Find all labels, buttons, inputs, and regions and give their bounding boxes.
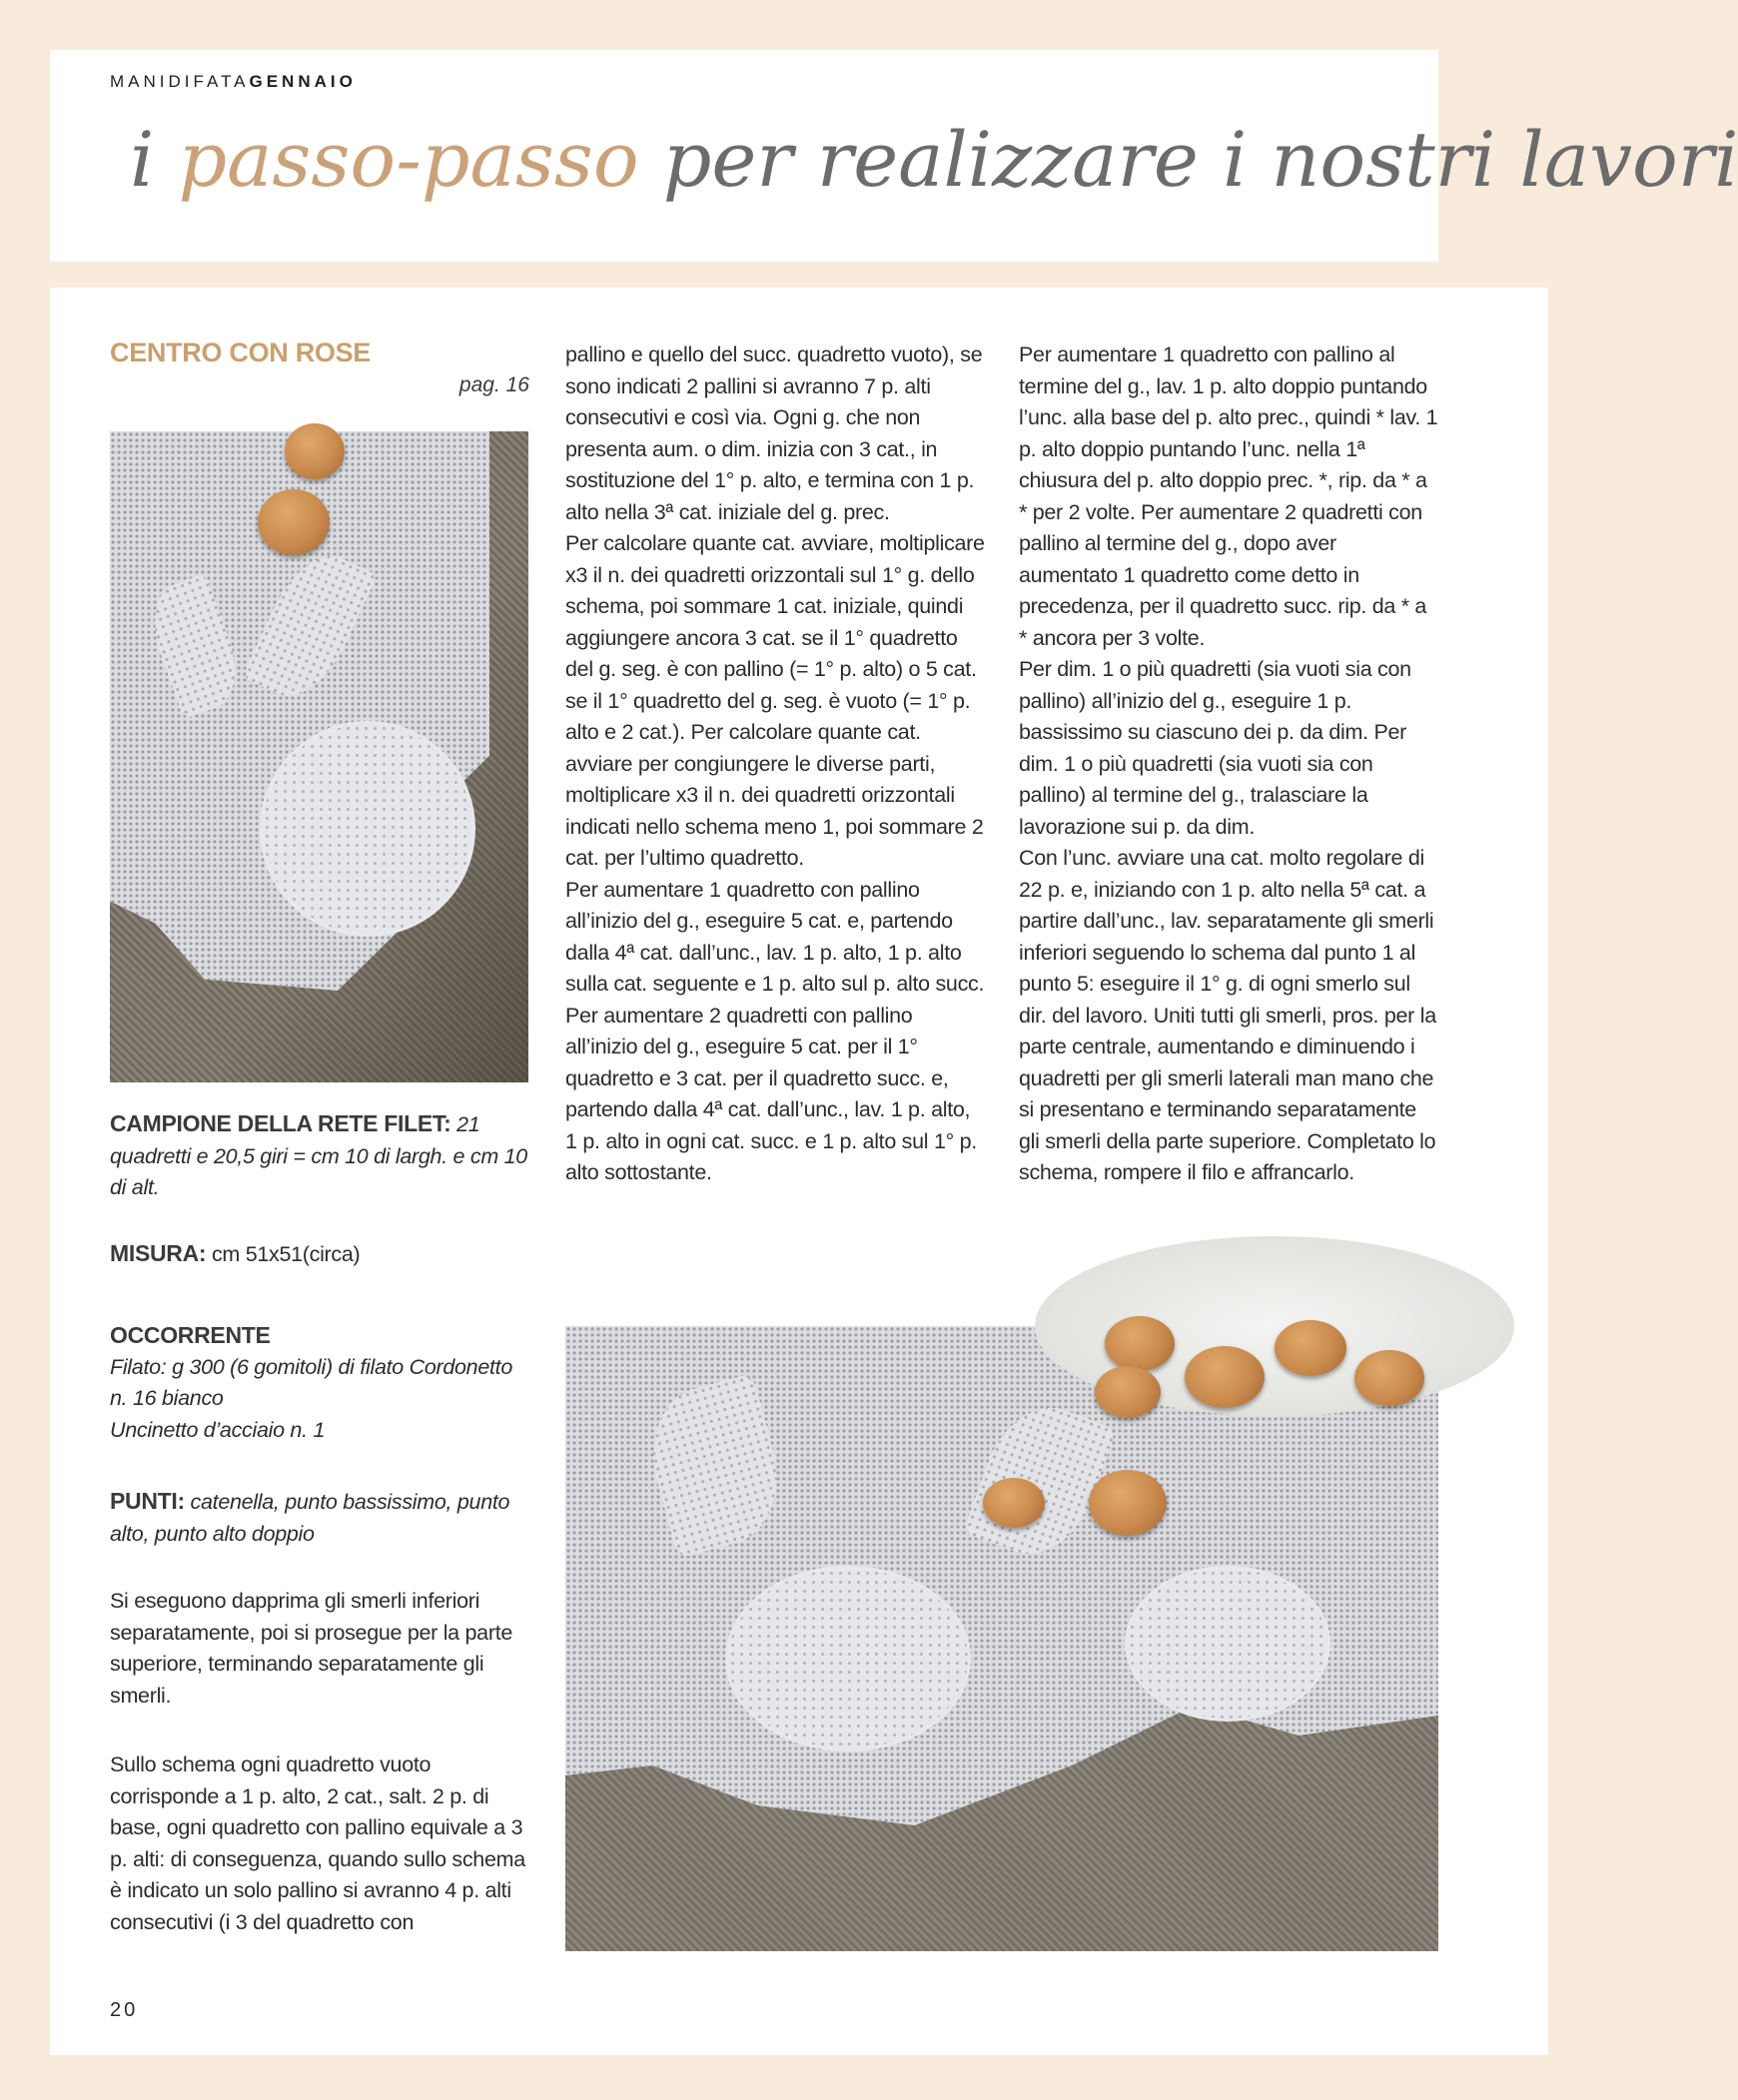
materials-line: Filato: g 300 (6 gomitoli) di filato Cordonetto xyxy=(110,1354,512,1379)
column-3 xyxy=(1019,340,1438,1189)
materials-label: OCCORRENTE xyxy=(110,1322,271,1348)
page-title xyxy=(130,115,1738,204)
cookie xyxy=(1095,1366,1161,1418)
doily-detail-photo xyxy=(110,431,528,1082)
doily-main-photo xyxy=(565,1326,1438,1951)
running-head xyxy=(110,72,357,92)
materials-block xyxy=(110,1320,529,1446)
size-label: MISURA: xyxy=(110,1240,207,1266)
page-number: 20 xyxy=(110,1999,139,2021)
title-lead: i xyxy=(130,115,179,204)
col3-paragraph-1: Per aumentare 1 quadretto con pallino al termine del g., lav. 1 p. alto doppio puntando l’unc. alla base del p. alto prec., quindi * lav. 1 p. alto doppio puntando l’unc. nella 1ª chiusura del p. alto doppio prec. *, rip. da * a * per 2 volte. Per aumentare 2 quadretti con pallino al termine del g., dopo aver aumentato 1 quadretto come detto in precedenza, per il quadretto succ. rip. da * a * ancora per 3 volte. xyxy=(1019,343,1438,650)
col3-paragraph-2: Per dim. 1 o più quadretti (sia vuoti sia con pallino) all’inizio del g., eseguire 1 p. bassissimo su ciascuno dei p. da dim. Per dim. 1 o più quadretti (sia vuoti sia con pallino) al termine del g., tralasciare la lavorazione sui p. da dim. xyxy=(1019,657,1411,839)
title-rest: per realizzare i nostri lavori xyxy=(638,115,1738,204)
cookie xyxy=(1105,1316,1175,1371)
rose-motif xyxy=(725,1566,971,1751)
running-head-prefix: MANIDIFATA xyxy=(110,72,250,91)
page-reference: pag. 16 xyxy=(458,373,529,396)
column-2 xyxy=(565,340,985,1189)
col2-paragraph-2: Per calcolare quante cat. avviare, moltiplicare x3 il n. dei quadretti orizzontali sul 1° g. dello schema, poi sommare 1 cat. iniziale, quindi aggiungere ancora 3 cat. se il 1° quadretto del g. seg. è con pallino (= 1° p. alto) o 5 cat. se il 1° quadretto del g. seg. è vuoto (= 1° p. alto e 2 cat.). Per calcolare quante cat. avviare per congiungere le diverse parti, moltiplicare x3 il n. dei quadretti orizzontali indicati nello schema meno 1, poi sommare 2 cat. per l’ultimo quadretto. xyxy=(565,531,985,870)
col2-paragraph-1: pallino e quello del succ. quadretto vuoto), se sono indicati 2 pallini si avranno 7 p. alti consecutivi e così via. Ogni g. che non presenta aum. o dim. inizia con 3 cat., in sostituzione del 1° p. alto, e termina con 1 p. alto nella 3ª cat. iniziale del g. prec. xyxy=(565,343,983,524)
col2-paragraph-3: Per aumentare 1 quadretto con pallino all’inizio del g., eseguire 5 cat. e, partendo dalla 4ª cat. dall’unc., lav. 1 p. alto, 1 p. alto sulla cat. seguente e 1 p. alto sul p. alto succ. Per aumentare 2 quadretti con pallino all’inizio del g., eseguire 5 cat. per il 1° quadretto e 3 cat. per il quadretto succ. e, partendo dalla 4ª cat. dall’unc., lav. 1 p. alto, 1 p. alto in ogni cat. succ. e 1 p. alto sul 1° p. alto sottostante. xyxy=(565,877,985,1184)
cookie xyxy=(1275,1320,1346,1376)
stitches-label: PUNTI: xyxy=(110,1488,185,1514)
chart-text: Sullo schema ogni quadretto vuoto corrisponde a 1 p. alto, 2 cat., salt. 2 p. di base, ogni quadretto con pallino equivale a 3 p. alti: di conseguenza, quando sullo schema è indicato un solo pallino si avranno 4 p. alti consecutivi (i 3 del quadretto con xyxy=(110,1752,525,1934)
cookie xyxy=(285,423,345,479)
size-text: cm 51x51(circa) xyxy=(206,1242,361,1266)
rose-motif xyxy=(1125,1566,1330,1722)
size-block xyxy=(110,1238,529,1271)
intro-paragraph xyxy=(110,1586,529,1712)
section-title: CENTRO CON ROSE xyxy=(110,338,372,367)
cookie xyxy=(1089,1470,1167,1536)
cookie xyxy=(1354,1350,1424,1406)
sample-label: CAMPIONE DELLA RETE FILET: xyxy=(110,1110,451,1136)
cookie xyxy=(983,1478,1045,1528)
cookie xyxy=(258,489,330,555)
rose-motif xyxy=(260,721,475,937)
chart-paragraph xyxy=(110,1750,529,1938)
intro-text: Si eseguono dapprima gli smerli inferiori separatamente, poi si prosegue per la parte superiore, terminando separatamente gli smerli. xyxy=(110,1589,513,1708)
title-accent: passo-passo xyxy=(178,115,639,204)
cookie xyxy=(1185,1346,1265,1408)
running-head-month: GENNAIO xyxy=(249,72,357,91)
stitches-text: catenella, punto bassissimo, punto alto, punto alto doppio xyxy=(110,1490,510,1546)
materials-line: Uncinetto d’acciaio n. 1 xyxy=(110,1417,326,1442)
materials-line: n. 16 bianco xyxy=(110,1386,224,1410)
stitches-block xyxy=(110,1486,529,1550)
sample-text: 21 quadretti e 20,5 giri = cm 10 di largh. e cm 10 di alt. xyxy=(110,1112,527,1199)
sample-block xyxy=(110,1108,529,1204)
col3-paragraph-3: Con l’unc. avviare una cat. molto regolare di 22 p. e, iniziando con 1 p. alto nella 5ª cat. a partire dall’unc., lav. separatamente gli smerli inferiori seguendo lo schema dal punto 1 al punto 5: eseguire il 1° g. di ogni smerlo sul dir. del lavoro. Uniti tutti gli smerli, pros. per la parte centrale, aumentando e diminuendo i quadretti per gli smerli laterali man mano che si presentano e terminando separatamente gli smerli della parte superiore. Completato lo schema, rompere il filo e affrancarlo. xyxy=(1019,846,1436,1184)
